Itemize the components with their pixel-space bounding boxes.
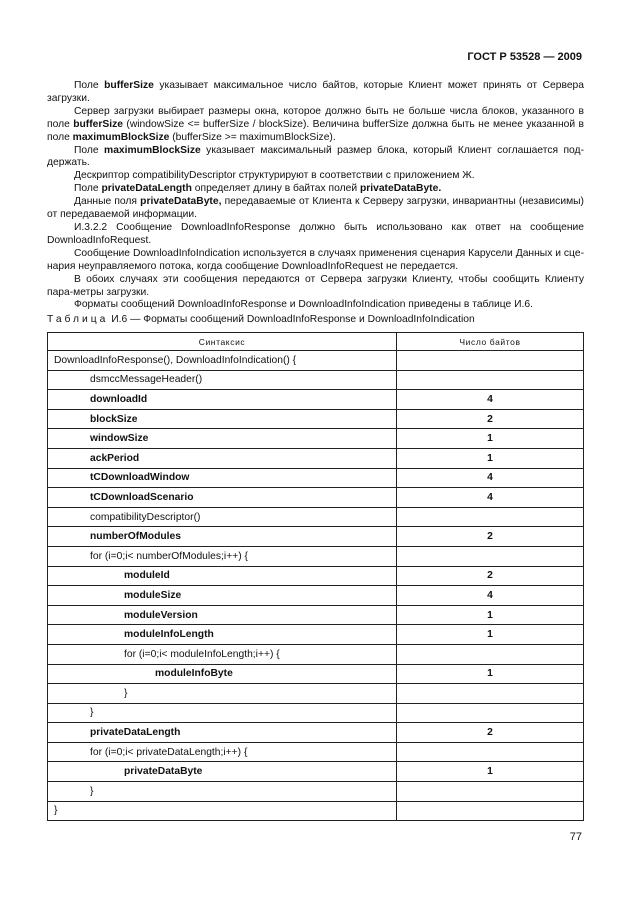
standard-header: ГОСТ Р 53528 — 2009 bbox=[467, 51, 582, 63]
bytes-cell: 1 bbox=[397, 448, 584, 468]
bytes-cell: 2 bbox=[397, 723, 584, 743]
bytes-cell bbox=[397, 742, 584, 762]
bytes-cell bbox=[397, 370, 584, 390]
table-row bbox=[48, 429, 584, 449]
table-caption-title: И.6 — Форматы сообщений DownloadInfoResponse и DownloadInfoIndication bbox=[108, 314, 475, 325]
text-span: (bufferSize >= maximumBlockSize). bbox=[169, 131, 336, 143]
syntax-cell: } bbox=[48, 684, 397, 704]
syntax-cell: dsmccMessageHeader() bbox=[48, 370, 397, 390]
table-row bbox=[48, 468, 584, 488]
bytes-cell: 1 bbox=[397, 605, 584, 625]
paragraph bbox=[47, 299, 584, 312]
text-span: указывает максимальный размер блока, который Клиент соглашается под-держать. bbox=[47, 144, 584, 169]
text-span: И.3.2.2 Сообщение DownloadInfoResponse должно быть использовано как ответ на сообщение DownloadInfoRequest. bbox=[47, 221, 584, 246]
syntax-cell: moduleInfoLength bbox=[48, 625, 397, 645]
syntax-cell: privateDataLength bbox=[48, 723, 397, 743]
text-span: Поле bbox=[74, 80, 105, 91]
table-row bbox=[48, 409, 584, 429]
syntax-cell: downloadId bbox=[48, 390, 397, 410]
table-row bbox=[48, 390, 584, 410]
field-name: maximumBlockSize bbox=[104, 144, 201, 156]
bytes-cell bbox=[397, 351, 584, 371]
syntax-cell: moduleSize bbox=[48, 586, 397, 606]
table-row bbox=[48, 625, 584, 645]
syntax-cell: blockSize bbox=[48, 409, 397, 429]
syntax-cell: for (i=0;i< privateDataLength;i++) { bbox=[48, 742, 397, 762]
syntax-cell: for (i=0;i< numberOfModules;i++) { bbox=[48, 546, 397, 566]
bytes-cell bbox=[397, 801, 584, 821]
table-row bbox=[48, 782, 584, 802]
bytes-cell bbox=[397, 782, 584, 802]
table-row bbox=[48, 527, 584, 547]
bytes-cell bbox=[397, 507, 584, 527]
bytes-cell: 1 bbox=[397, 664, 584, 684]
bytes-cell: 2 bbox=[397, 566, 584, 586]
field-name: maximumBlockSize bbox=[72, 131, 170, 143]
bytes-cell: 1 bbox=[397, 625, 584, 645]
syntax-cell: compatibilityDescriptor() bbox=[48, 507, 397, 527]
field-name: privateDataByte. bbox=[359, 183, 442, 195]
paragraph bbox=[47, 196, 584, 222]
bytes-cell: 2 bbox=[397, 409, 584, 429]
paragraph bbox=[47, 145, 584, 171]
paragraph bbox=[47, 80, 584, 106]
table-caption bbox=[47, 314, 475, 325]
text-span: Поле bbox=[74, 183, 102, 195]
syntax-cell: } bbox=[48, 801, 397, 821]
bytes-cell: 1 bbox=[397, 429, 584, 449]
text-span: определяет длину в байтах полей bbox=[191, 183, 360, 195]
text-span: Данные поля bbox=[74, 196, 141, 208]
table-row bbox=[48, 370, 584, 390]
text-span: Поле bbox=[74, 144, 105, 156]
table-row bbox=[48, 507, 584, 527]
field-name: bufferSize bbox=[73, 118, 123, 130]
text-span: Дескриптор compatibilityDescriptor структурируют в соответствии с приложением Ж. bbox=[74, 170, 475, 182]
message-format-table bbox=[47, 332, 584, 821]
field-name: privateDataByte, bbox=[140, 196, 222, 208]
bytes-cell bbox=[397, 703, 584, 723]
table-row bbox=[48, 703, 584, 723]
syntax-cell: moduleVersion bbox=[48, 605, 397, 625]
table-row bbox=[48, 586, 584, 606]
paragraph bbox=[47, 106, 584, 145]
table-row bbox=[48, 605, 584, 625]
syntax-cell: ackPeriod bbox=[48, 448, 397, 468]
text-span: передаваемые от Клиента к Серверу загрузки, инвариантны (независимы) от передаваемой информации. bbox=[47, 196, 584, 221]
bytes-cell: 4 bbox=[397, 390, 584, 410]
text-span: указывает максимальное число байтов, которые Клиент может принять от Сервера загрузки. bbox=[47, 80, 584, 104]
paragraph bbox=[47, 170, 584, 183]
table-row bbox=[48, 351, 584, 371]
body-text bbox=[47, 80, 584, 312]
table-row bbox=[48, 723, 584, 743]
syntax-cell: privateDataByte bbox=[48, 762, 397, 782]
table-row bbox=[48, 742, 584, 762]
page-number: 77 bbox=[569, 831, 582, 843]
bytes-cell: 4 bbox=[397, 488, 584, 508]
bytes-cell: 1 bbox=[397, 762, 584, 782]
table-row bbox=[48, 566, 584, 586]
table-row bbox=[48, 801, 584, 821]
bytes-cell: 4 bbox=[397, 586, 584, 606]
table-row bbox=[48, 664, 584, 684]
paragraph bbox=[47, 183, 584, 196]
syntax-cell: tCDownloadScenario bbox=[48, 488, 397, 508]
syntax-cell: moduleInfoByte bbox=[48, 664, 397, 684]
syntax-cell: } bbox=[48, 703, 397, 723]
table-caption-label: Таблица bbox=[47, 314, 109, 325]
syntax-cell: numberOfModules bbox=[48, 527, 397, 547]
text-span: Сообщение DownloadInfoIndication используется в случаях применения сценария Карусели Данных и сце-нария неуправляемого потока, когда сообщение DownloadInfoRequest не передается. bbox=[47, 247, 584, 272]
table-row bbox=[48, 488, 584, 508]
header-syntax: Синтаксис bbox=[48, 333, 397, 351]
table-row bbox=[48, 762, 584, 782]
table-row bbox=[48, 684, 584, 704]
syntax-cell: DownloadInfoResponse(), DownloadInfoIndication() { bbox=[48, 351, 397, 371]
syntax-cell: tCDownloadWindow bbox=[48, 468, 397, 488]
bytes-cell bbox=[397, 644, 584, 664]
paragraph bbox=[47, 248, 584, 274]
bytes-cell bbox=[397, 546, 584, 566]
text-span: В обоих случаях эти сообщения передаются от Сервера загрузки Клиенту, чтобы сообщить Клиенту пара-метры загрузки. bbox=[47, 273, 584, 298]
syntax-cell: moduleId bbox=[48, 566, 397, 586]
table-row bbox=[48, 644, 584, 664]
syntax-cell: } bbox=[48, 782, 397, 802]
table-row bbox=[48, 546, 584, 566]
text-span: Сервер загрузки выбирает размеры окна, которое должно быть не больше числа блоков, указанного в поле bbox=[47, 105, 584, 130]
syntax-cell: windowSize bbox=[48, 429, 397, 449]
syntax-cell: for (i=0;i< moduleInfoLength;i++) { bbox=[48, 644, 397, 664]
field-name: bufferSize bbox=[104, 80, 154, 91]
field-name: privateDataLength bbox=[101, 183, 192, 195]
table-row bbox=[48, 448, 584, 468]
bytes-cell bbox=[397, 684, 584, 704]
paragraph bbox=[47, 274, 584, 300]
text-span: Форматы сообщений DownloadInfoResponse и DownloadInfoIndication приведены в таблице И.6. bbox=[74, 299, 533, 311]
header-bytes: Число байтов bbox=[397, 333, 584, 351]
bytes-cell: 4 bbox=[397, 468, 584, 488]
paragraph bbox=[47, 222, 584, 248]
text-span: (windowSize <= bufferSize / blockSize). Величина bufferSize должна быть не менее указанной в поле bbox=[47, 118, 584, 143]
bytes-cell: 2 bbox=[397, 527, 584, 547]
